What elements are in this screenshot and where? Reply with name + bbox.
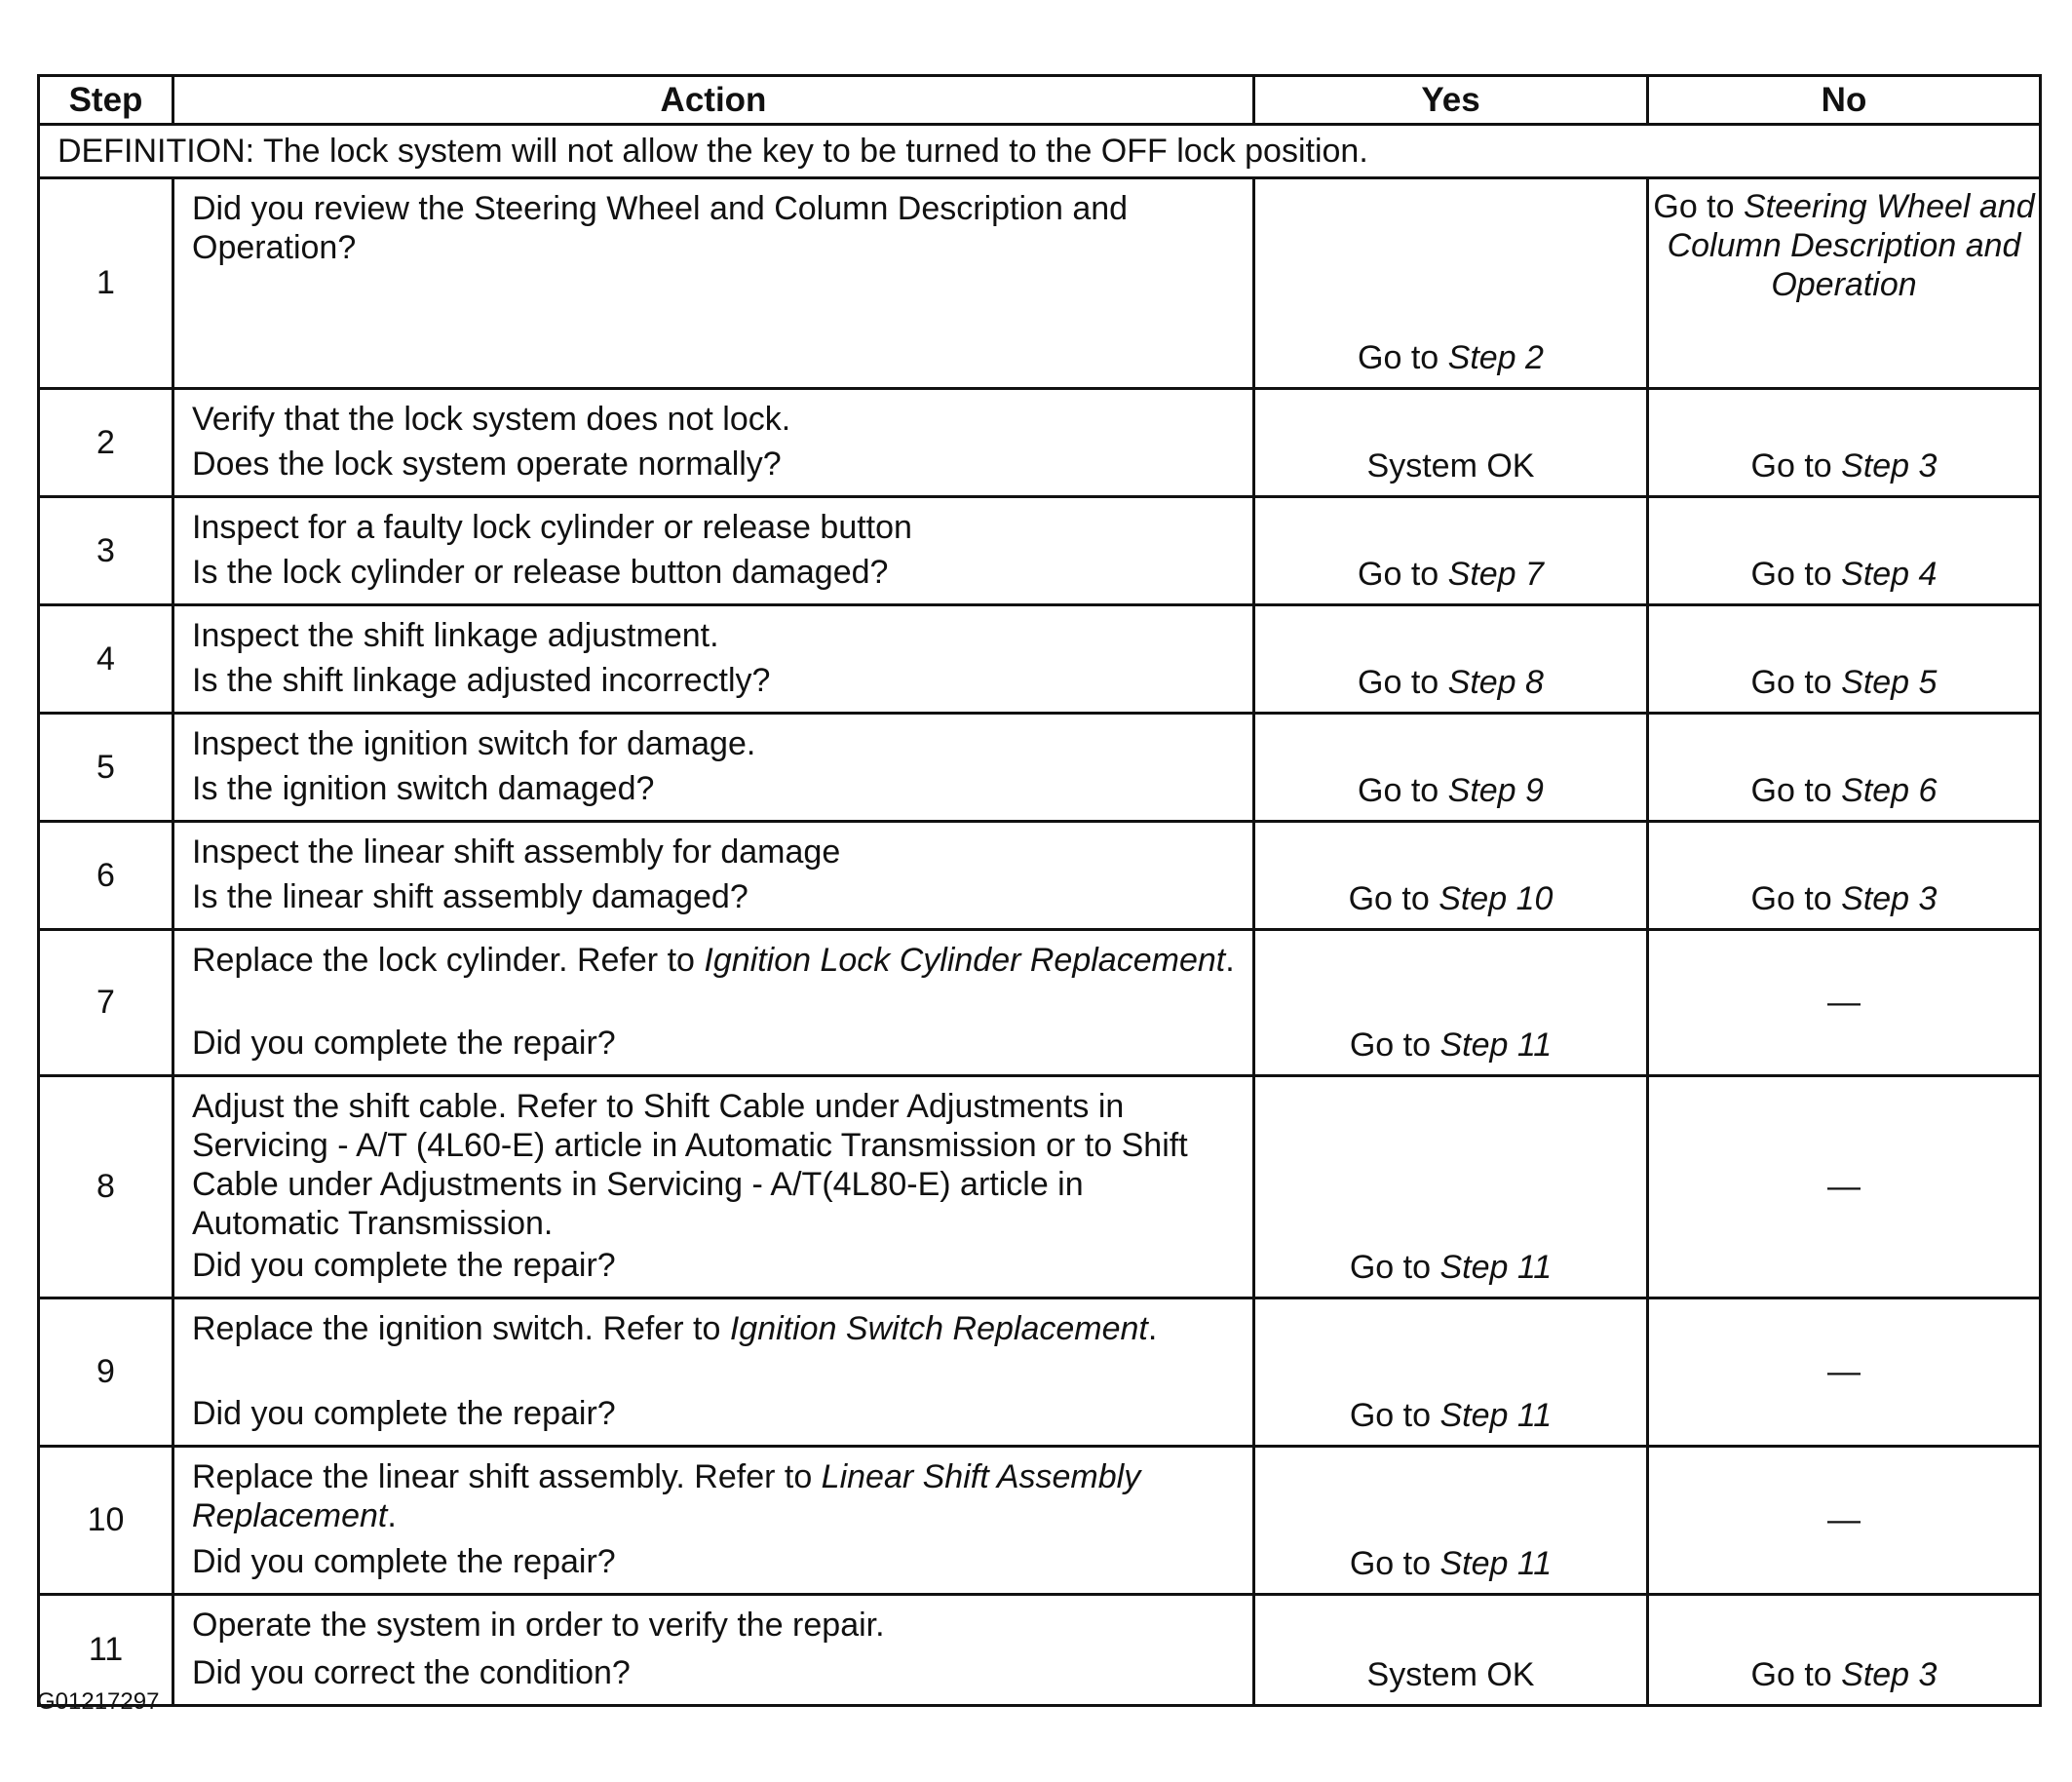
text-segment: Go to — [1750, 446, 1842, 484]
yes-result — [1254, 1447, 1648, 1595]
text-segment: Adjust the shift cable. Refer to Shift Cable under Adjustments in Servicing - A/T (4L60-E) article in Automatic Transmission or to Shift Cable under Adjustments in Servicing - A/T(4L80-E) article in Automatic Transmission. — [192, 1088, 1188, 1243]
action-question: Is the lock cylinder or release button damaged? — [192, 553, 889, 591]
reference-link-text: Step 3 — [1841, 446, 1938, 484]
step-number: 9 — [39, 1298, 173, 1447]
step-number: 5 — [39, 714, 173, 822]
action-question: Did you complete the repair? — [192, 1024, 616, 1062]
reference-link-text: Step 7 — [1447, 555, 1544, 593]
no-result — [1648, 1298, 2041, 1447]
no-result — [1648, 1447, 2041, 1595]
action-cell — [173, 1595, 1254, 1706]
step-number: 3 — [39, 497, 173, 605]
no-result — [1648, 930, 2041, 1076]
action-cell — [173, 930, 1254, 1076]
reference-link-text: Step 11 — [1439, 1544, 1553, 1582]
action-question: Did you complete the repair? — [192, 1394, 616, 1432]
yes-result — [1254, 605, 1648, 714]
reference-link-text: Step 2 — [1447, 338, 1544, 376]
header-row — [39, 76, 2041, 125]
text-segment: Verify that the lock system does not lock. — [192, 401, 791, 438]
step-row-3 — [39, 497, 2041, 605]
action-cell — [173, 389, 1254, 497]
text-segment: Inspect the linear shift assembly for damage — [192, 833, 841, 871]
yes-result — [1254, 178, 1648, 389]
yes-result — [1254, 930, 1648, 1076]
text-segment: Did you review the Steering Wheel and Column Description and Operation? — [192, 190, 1129, 267]
definition-row — [39, 125, 2041, 178]
text-segment: Go to — [1358, 338, 1448, 376]
text-segment: Inspect the ignition switch for damage. — [192, 725, 756, 762]
text-segment: Go to — [1348, 879, 1439, 917]
text-segment: Go to — [1349, 1544, 1440, 1582]
text-segment: Go to — [1750, 555, 1842, 593]
yes-result — [1254, 497, 1648, 605]
header-no: No — [1648, 76, 2041, 125]
action-text — [192, 1309, 1235, 1348]
reference-link-text: Linear Shift Assembly Replacement — [192, 1458, 1141, 1535]
action-question: Is the linear shift assembly damaged? — [192, 877, 748, 915]
text-segment: Go to — [1358, 771, 1448, 809]
action-text — [192, 833, 1235, 872]
text-segment: . — [1147, 1310, 1158, 1347]
step-row-11 — [39, 1595, 2041, 1706]
header-yes: Yes — [1254, 76, 1648, 125]
step-number: 6 — [39, 822, 173, 930]
action-cell — [173, 1076, 1254, 1298]
definition-text: DEFINITION: The lock system will not allow the key to be turned to the OFF lock position. — [39, 125, 2041, 178]
text-segment: Go to — [1750, 771, 1842, 809]
step-number: 4 — [39, 605, 173, 714]
text-segment: Go to — [1349, 1248, 1440, 1286]
text-segment: — — [1827, 1168, 1861, 1206]
action-question: Did you complete the repair? — [192, 1542, 616, 1580]
no-result — [1648, 1595, 2041, 1706]
step-row-9 — [39, 1298, 2041, 1447]
step-row-1 — [39, 178, 2041, 389]
step-row-5 — [39, 714, 2041, 822]
reference-link-text: Step 5 — [1841, 663, 1938, 701]
text-segment: Go to — [1750, 663, 1842, 701]
yes-result — [1254, 389, 1648, 497]
action-text — [192, 616, 1235, 655]
reference-link-text: Step 9 — [1447, 771, 1544, 809]
text-segment: System OK — [1366, 1655, 1535, 1693]
yes-result — [1254, 822, 1648, 930]
step-row-7 — [39, 930, 2041, 1076]
step-number: 8 — [39, 1076, 173, 1298]
text-segment: Inspect for a faulty lock cylinder or release button — [192, 509, 912, 546]
step-number: 11 — [39, 1595, 173, 1706]
step-number: 1 — [39, 178, 173, 389]
step-row-6 — [39, 822, 2041, 930]
action-question: Is the ignition switch damaged? — [192, 769, 655, 807]
no-result — [1648, 389, 2041, 497]
reference-link-text: Step 11 — [1439, 1396, 1553, 1434]
diagnostic-table — [37, 74, 2042, 1707]
figure-code: G01217297 — [37, 1688, 160, 1715]
action-text — [192, 1457, 1235, 1535]
step-row-10 — [39, 1447, 2041, 1595]
text-segment: . — [1225, 942, 1235, 979]
no-result — [1648, 178, 2041, 389]
text-segment: Replace the lock cylinder. Refer to — [192, 942, 705, 979]
reference-link-text: Step 3 — [1841, 879, 1938, 917]
no-result — [1648, 714, 2041, 822]
action-text — [192, 724, 1235, 763]
reference-link-text: Ignition Switch Replacement — [729, 1310, 1148, 1347]
reference-link-text: Step 11 — [1439, 1026, 1553, 1064]
action-text — [192, 508, 1235, 547]
reference-link-text: Step 10 — [1439, 879, 1554, 917]
step-number: 10 — [39, 1447, 173, 1595]
action-question: Does the lock system operate normally? — [192, 445, 782, 483]
yes-result — [1254, 1076, 1648, 1298]
action-question: Did you correct the condition? — [192, 1653, 631, 1691]
reference-link-text: Step 4 — [1841, 555, 1938, 593]
action-question: Is the shift linkage adjusted incorrectly? — [192, 661, 771, 699]
text-segment: . — [387, 1497, 397, 1535]
step-number: 2 — [39, 389, 173, 497]
text-segment: Go to — [1349, 1396, 1440, 1434]
step-row-4 — [39, 605, 2041, 714]
action-cell — [173, 497, 1254, 605]
text-segment: — — [1827, 1501, 1861, 1539]
action-text — [192, 189, 1235, 267]
step-row-8 — [39, 1076, 2041, 1298]
step-row-2 — [39, 389, 2041, 497]
reference-link-text: Step 11 — [1439, 1248, 1553, 1286]
action-cell — [173, 714, 1254, 822]
no-result — [1648, 1076, 2041, 1298]
text-segment: Replace the linear shift assembly. Refer to — [192, 1458, 822, 1495]
action-question: Did you complete the repair? — [192, 1246, 616, 1284]
header-step: Step — [39, 76, 173, 125]
action-text — [192, 941, 1235, 980]
action-cell — [173, 1298, 1254, 1447]
action-text — [192, 1087, 1235, 1243]
reference-link-text: Step 3 — [1841, 1655, 1938, 1693]
step-number: 7 — [39, 930, 173, 1076]
action-cell — [173, 178, 1254, 389]
no-result — [1648, 822, 2041, 930]
action-cell — [173, 1447, 1254, 1595]
text-segment: Operate the system in order to verify the repair. — [192, 1607, 885, 1644]
no-result — [1648, 497, 2041, 605]
action-cell — [173, 822, 1254, 930]
yes-result — [1254, 1298, 1648, 1447]
header-action: Action — [173, 76, 1254, 125]
text-segment: Go to — [1358, 663, 1448, 701]
text-segment: Go to — [1750, 879, 1842, 917]
text-segment: Go to — [1653, 188, 1744, 225]
action-text — [192, 1606, 1235, 1645]
action-text — [192, 400, 1235, 439]
text-segment: Go to — [1358, 555, 1448, 593]
reference-link-text: Ignition Lock Cylinder Replacement — [704, 942, 1226, 979]
yes-result — [1254, 714, 1648, 822]
text-segment: Replace the ignition switch. Refer to — [192, 1310, 730, 1347]
text-segment: — — [1827, 1353, 1861, 1391]
text-segment: System OK — [1366, 446, 1535, 484]
text-segment: — — [1827, 984, 1861, 1022]
no-result — [1648, 605, 2041, 714]
text-segment: Go to — [1750, 1655, 1842, 1693]
yes-result — [1254, 1595, 1648, 1706]
action-cell — [173, 605, 1254, 714]
reference-link-text: Step 8 — [1447, 663, 1544, 701]
text-segment: Go to — [1349, 1026, 1440, 1064]
text-segment: Inspect the shift linkage adjustment. — [192, 617, 719, 654]
reference-link-text: Steering Wheel and Column Description and Operation — [1667, 188, 2035, 304]
reference-link-text: Step 6 — [1841, 771, 1938, 809]
